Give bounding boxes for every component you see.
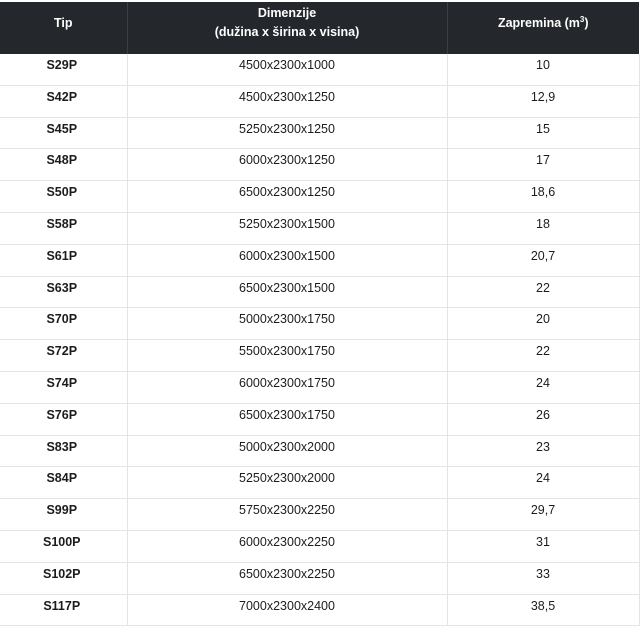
cell-dimensions-text: 5250x2300x1250	[239, 121, 335, 136]
table-row	[0, 435, 639, 467]
cell-volume-text: 15	[536, 121, 550, 136]
cell-tip-text: S76P	[46, 407, 78, 422]
cell-dimensions	[127, 181, 447, 213]
cell-dimensions	[127, 403, 447, 435]
cell-dimensions-text: 6500x2300x1500	[239, 280, 335, 295]
cell-volume	[447, 467, 639, 499]
cell-volume	[447, 276, 639, 308]
cell-dimensions	[127, 340, 447, 372]
table-row	[0, 562, 639, 594]
cell-dimensions-text: 6500x2300x1750	[239, 407, 335, 422]
cell-dimensions	[127, 371, 447, 403]
cell-volume-text: 12,9	[530, 89, 556, 104]
cell-volume-text: 17	[536, 153, 550, 168]
cell-dimensions	[127, 149, 447, 181]
cell-volume	[447, 244, 639, 276]
cell-tip	[0, 308, 127, 340]
cell-volume-text: 38,5	[530, 598, 556, 613]
header-dimenzije-line1: Dimenzije	[257, 6, 317, 20]
table-row	[0, 54, 639, 85]
cell-tip-text: S50P	[46, 185, 78, 200]
cell-dimensions-text: 4500x2300x1250	[239, 89, 335, 104]
cell-tip-text: S72P	[46, 344, 78, 359]
cell-volume-text: 10	[536, 58, 550, 72]
cell-volume-text: 24	[536, 471, 550, 486]
cell-tip-text: S29P	[46, 58, 78, 72]
cell-volume	[447, 54, 639, 85]
table-row	[0, 181, 639, 213]
header-tip-label: Tip	[53, 15, 73, 30]
header-zapremina-text: Zapremina (m	[497, 15, 580, 30]
table-row	[0, 467, 639, 499]
table-row	[0, 85, 639, 117]
cell-volume	[447, 371, 639, 403]
cell-tip	[0, 276, 127, 308]
cell-tip-text: S42P	[46, 89, 78, 104]
header-zapremina	[447, 2, 639, 54]
cell-dimensions-text: 6000x2300x1500	[239, 248, 335, 263]
header-dimenzije	[127, 2, 447, 54]
cell-dimensions-text: 6000x2300x1750	[239, 375, 335, 390]
cell-tip	[0, 467, 127, 499]
cell-volume	[447, 435, 639, 467]
cell-volume-text: 23	[536, 439, 550, 454]
cell-tip	[0, 435, 127, 467]
cell-tip	[0, 340, 127, 372]
cell-dimensions-text: 5750x2300x2250	[239, 503, 335, 518]
cell-tip	[0, 244, 127, 276]
cell-tip-text: S70P	[46, 312, 78, 327]
table-row	[0, 371, 639, 403]
cell-tip-text: S63P	[46, 280, 78, 295]
cell-tip-text: S117P	[43, 598, 81, 613]
cell-volume	[447, 594, 639, 626]
cell-dimensions-text: 6000x2300x1250	[239, 153, 335, 168]
cell-tip-text: S100P	[42, 534, 81, 549]
cell-volume	[447, 499, 639, 531]
cell-volume-text: 24	[536, 375, 550, 390]
cell-dimensions	[127, 244, 447, 276]
cell-tip-text: S99P	[46, 503, 78, 518]
cell-tip	[0, 562, 127, 594]
cell-tip-text: S61P	[46, 248, 78, 263]
header-dimenzije-line2: (dužina x širina x visina)	[214, 25, 360, 39]
cell-dimensions	[127, 530, 447, 562]
cell-volume	[447, 117, 639, 149]
cell-dimensions	[127, 562, 447, 594]
cell-dimensions	[127, 435, 447, 467]
cell-volume-text: 22	[536, 280, 550, 295]
cell-volume	[447, 562, 639, 594]
cell-tip-text: S74P	[46, 375, 78, 390]
table-row	[0, 594, 639, 626]
cell-dimensions	[127, 499, 447, 531]
cell-volume-text: 26	[536, 407, 550, 422]
cell-dimensions-text: 6500x2300x2250	[239, 566, 335, 581]
cell-volume	[447, 85, 639, 117]
cell-dimensions	[127, 54, 447, 85]
cell-volume-text: 20	[536, 312, 550, 327]
cell-tip-text: S84P	[46, 471, 78, 486]
table-row	[0, 117, 639, 149]
cell-tip	[0, 594, 127, 626]
cell-tip	[0, 117, 127, 149]
cell-dimensions	[127, 85, 447, 117]
table-row	[0, 212, 639, 244]
table-row	[0, 244, 639, 276]
cell-tip	[0, 530, 127, 562]
cell-tip	[0, 212, 127, 244]
cell-volume	[447, 530, 639, 562]
cell-tip	[0, 181, 127, 213]
cell-tip	[0, 149, 127, 181]
cell-volume-text: 31	[536, 534, 550, 549]
header-zapremina-close: )	[584, 15, 589, 30]
table-header	[0, 2, 639, 54]
cell-dimensions	[127, 308, 447, 340]
cell-tip	[0, 499, 127, 531]
cell-volume-text: 20,7	[530, 248, 556, 263]
cell-tip-text: S45P	[46, 121, 78, 136]
cell-dimensions-text: 5500x2300x1750	[239, 344, 335, 359]
table-body	[0, 54, 639, 626]
table-row	[0, 308, 639, 340]
cell-volume	[447, 340, 639, 372]
cell-dimensions-text: 4500x2300x1000	[239, 58, 335, 72]
cell-dimensions-text: 5250x2300x2000	[239, 471, 335, 486]
cell-dimensions	[127, 594, 447, 626]
cell-volume	[447, 308, 639, 340]
cell-dimensions-text: 5250x2300x1500	[239, 216, 335, 231]
cell-volume-text: 18	[536, 216, 550, 231]
cell-dimensions	[127, 117, 447, 149]
table-row	[0, 340, 639, 372]
header-row	[0, 2, 639, 54]
cell-dimensions	[127, 276, 447, 308]
cell-tip	[0, 371, 127, 403]
table-row	[0, 276, 639, 308]
cell-tip	[0, 403, 127, 435]
cell-dimensions	[127, 467, 447, 499]
cell-dimensions-text: 6500x2300x1250	[239, 185, 335, 200]
cell-volume	[447, 149, 639, 181]
cell-volume	[447, 212, 639, 244]
header-zapremina-superscript: 3	[579, 14, 585, 24]
cell-dimensions-text: 5000x2300x2000	[239, 439, 335, 454]
cell-tip	[0, 54, 127, 85]
cell-tip-text: S102P	[42, 566, 81, 581]
cell-dimensions-text: 6000x2300x2250	[239, 534, 335, 549]
header-zapremina-label	[448, 14, 640, 33]
cell-volume-text: 29,7	[530, 503, 556, 518]
header-dimenzije-label	[128, 4, 447, 42]
table-row	[0, 530, 639, 562]
cell-volume-text: 18,6	[530, 185, 556, 200]
cell-tip-text: S48P	[46, 153, 78, 168]
table-row	[0, 403, 639, 435]
cell-tip-text: S58P	[46, 216, 78, 231]
cell-dimensions-text: 7000x2300x2400	[239, 598, 335, 613]
cell-volume-text: 22	[536, 344, 550, 359]
table-row	[0, 499, 639, 531]
cell-volume	[447, 181, 639, 213]
dimensions-table	[0, 2, 640, 626]
header-tip	[0, 2, 127, 54]
cell-volume	[447, 403, 639, 435]
table-row	[0, 149, 639, 181]
cell-tip	[0, 85, 127, 117]
cell-dimensions	[127, 212, 447, 244]
cell-volume-text: 33	[536, 566, 550, 581]
dimensions-table-container	[0, 2, 639, 626]
cell-dimensions-text: 5000x2300x1750	[239, 312, 335, 327]
cell-tip-text: S83P	[46, 439, 78, 454]
